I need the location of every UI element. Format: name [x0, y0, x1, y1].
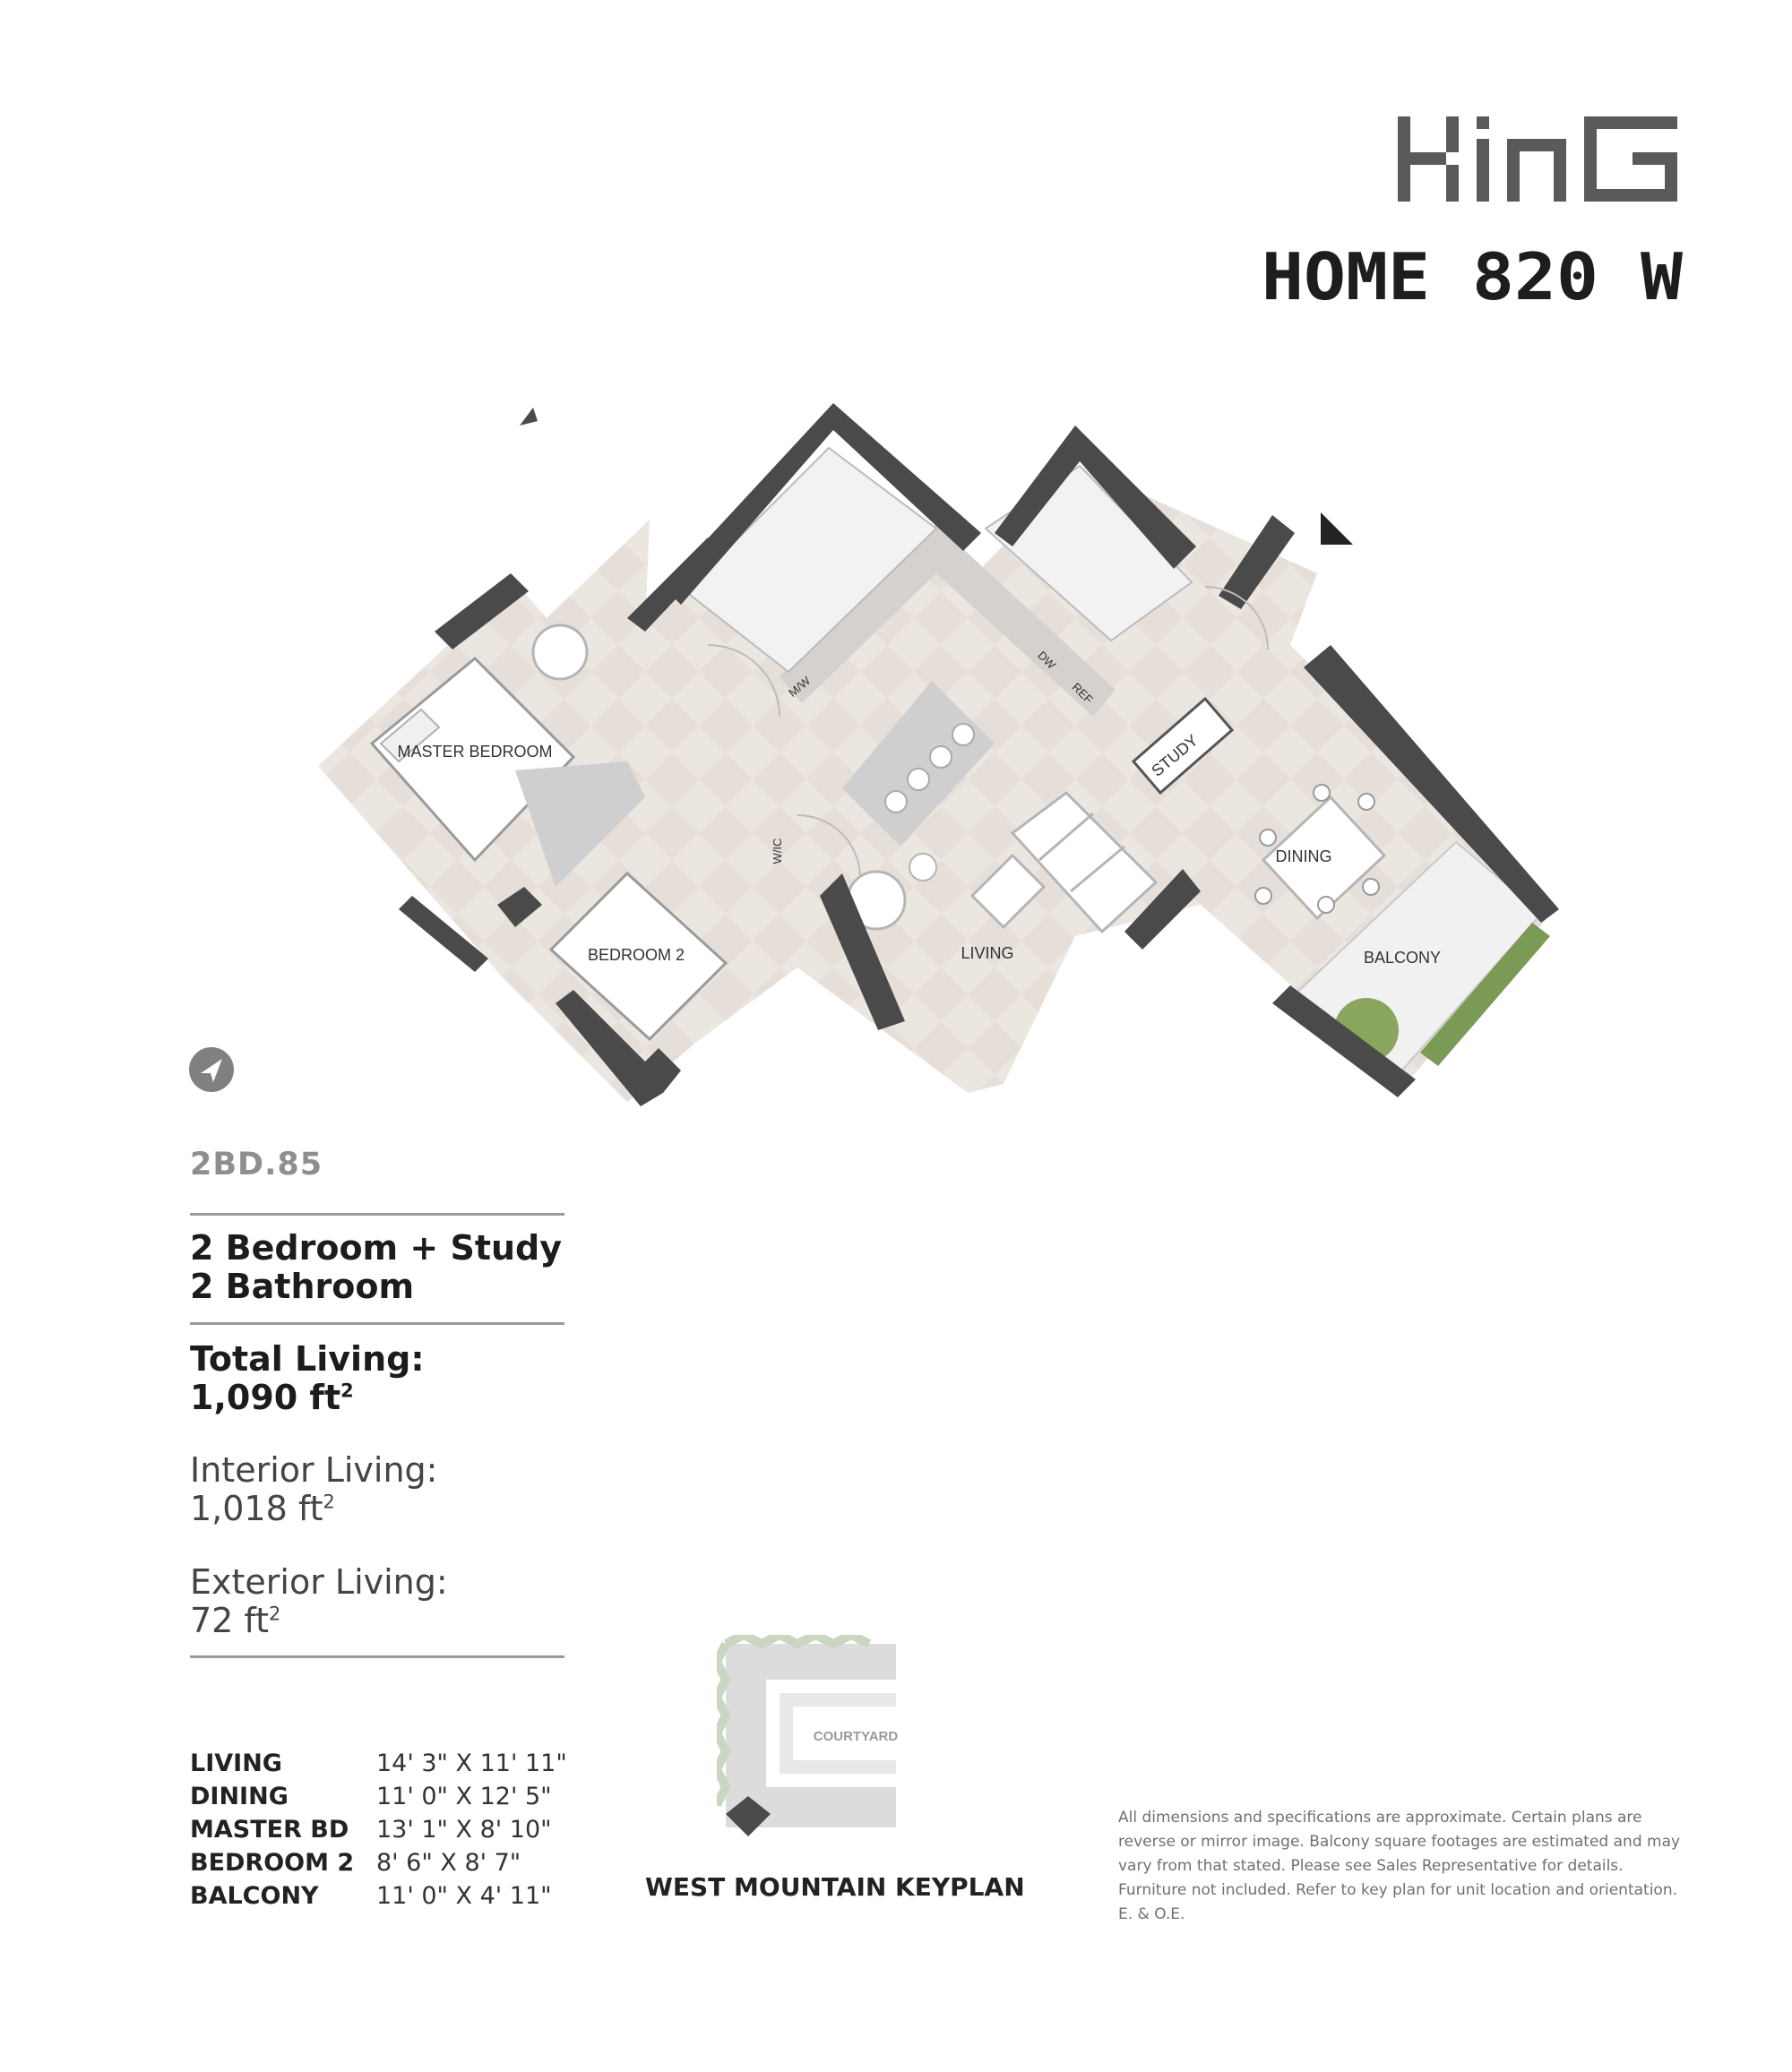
total-living-label: Total Living: [190, 1339, 425, 1379]
keyplan-map [717, 1635, 905, 1850]
label-dw: DW [1035, 648, 1059, 672]
label-bedroom-2: BEDROOM 2 [587, 946, 685, 964]
north-arrow-icon [188, 1046, 235, 1093]
label-ref: REF [1069, 680, 1096, 707]
label-master-bedroom: MASTER BEDROOM [397, 743, 553, 761]
table-row: LIVING 14' 3" X 11' 11" [190, 1750, 567, 1777]
unit-bedrooms: 2 Bedroom + Study [190, 1228, 563, 1268]
keyplan-courtyard-label: COURTYARD [813, 1729, 899, 1744]
table-row: DINING 11' 0" X 12' 5" [190, 1783, 552, 1810]
total-living-value: 1,090 $ft^2$ [190, 1378, 354, 1417]
room-dimensions-table [190, 1747, 567, 1913]
king-logo [1398, 107, 1684, 206]
disclaimer-text: All dimensions and specifications are approximate. Certain plans are reverse or mirror image. Balcony square footages are estimated and may vary from that stated. Please see Sales Representative for details. Furniture not included. Refer to key plan for unit location and orientation. E. & O.E. [1118, 1809, 1681, 1923]
table-row: BALCONY 11' 0" X 4' 11" [190, 1882, 552, 1910]
label-living: LIVING [961, 944, 1014, 962]
home-title [1254, 244, 1684, 308]
bedroom-chair [533, 625, 587, 679]
divider [190, 1655, 564, 1658]
label-mw: M/W [786, 674, 814, 700]
divider [190, 1322, 564, 1325]
table-row: MASTER BD 13' 1" X 8' 10" [190, 1816, 552, 1844]
divider [190, 1213, 564, 1216]
interior-living-label: Interior Living: [190, 1450, 438, 1490]
exterior-living-value: 72 $ft^2$ [190, 1601, 281, 1640]
keyplan-title: WEST MOUNTAIN KEYPLAN [645, 1872, 1025, 1902]
north-marker-icon [1321, 512, 1353, 545]
interior-living-value: 1,018 $ft^2$ [190, 1489, 335, 1528]
exterior-living-label: Exterior Living: [190, 1562, 448, 1602]
label-study: STUDY [1148, 731, 1202, 780]
unit-bathrooms: 2 Bathroom [190, 1267, 415, 1306]
floor-plan [296, 394, 1577, 1129]
table-row: BEDROOM 2 8' 6" X 8' 7" [190, 1849, 521, 1877]
label-wic: W/IC [771, 838, 784, 864]
label-dining: DINING [1275, 847, 1332, 865]
unit-code: 2BD.85 [190, 1147, 323, 1182]
label-balcony: BALCONY [1363, 949, 1442, 967]
home-title-text: HOME 820 W [1262, 244, 1684, 308]
